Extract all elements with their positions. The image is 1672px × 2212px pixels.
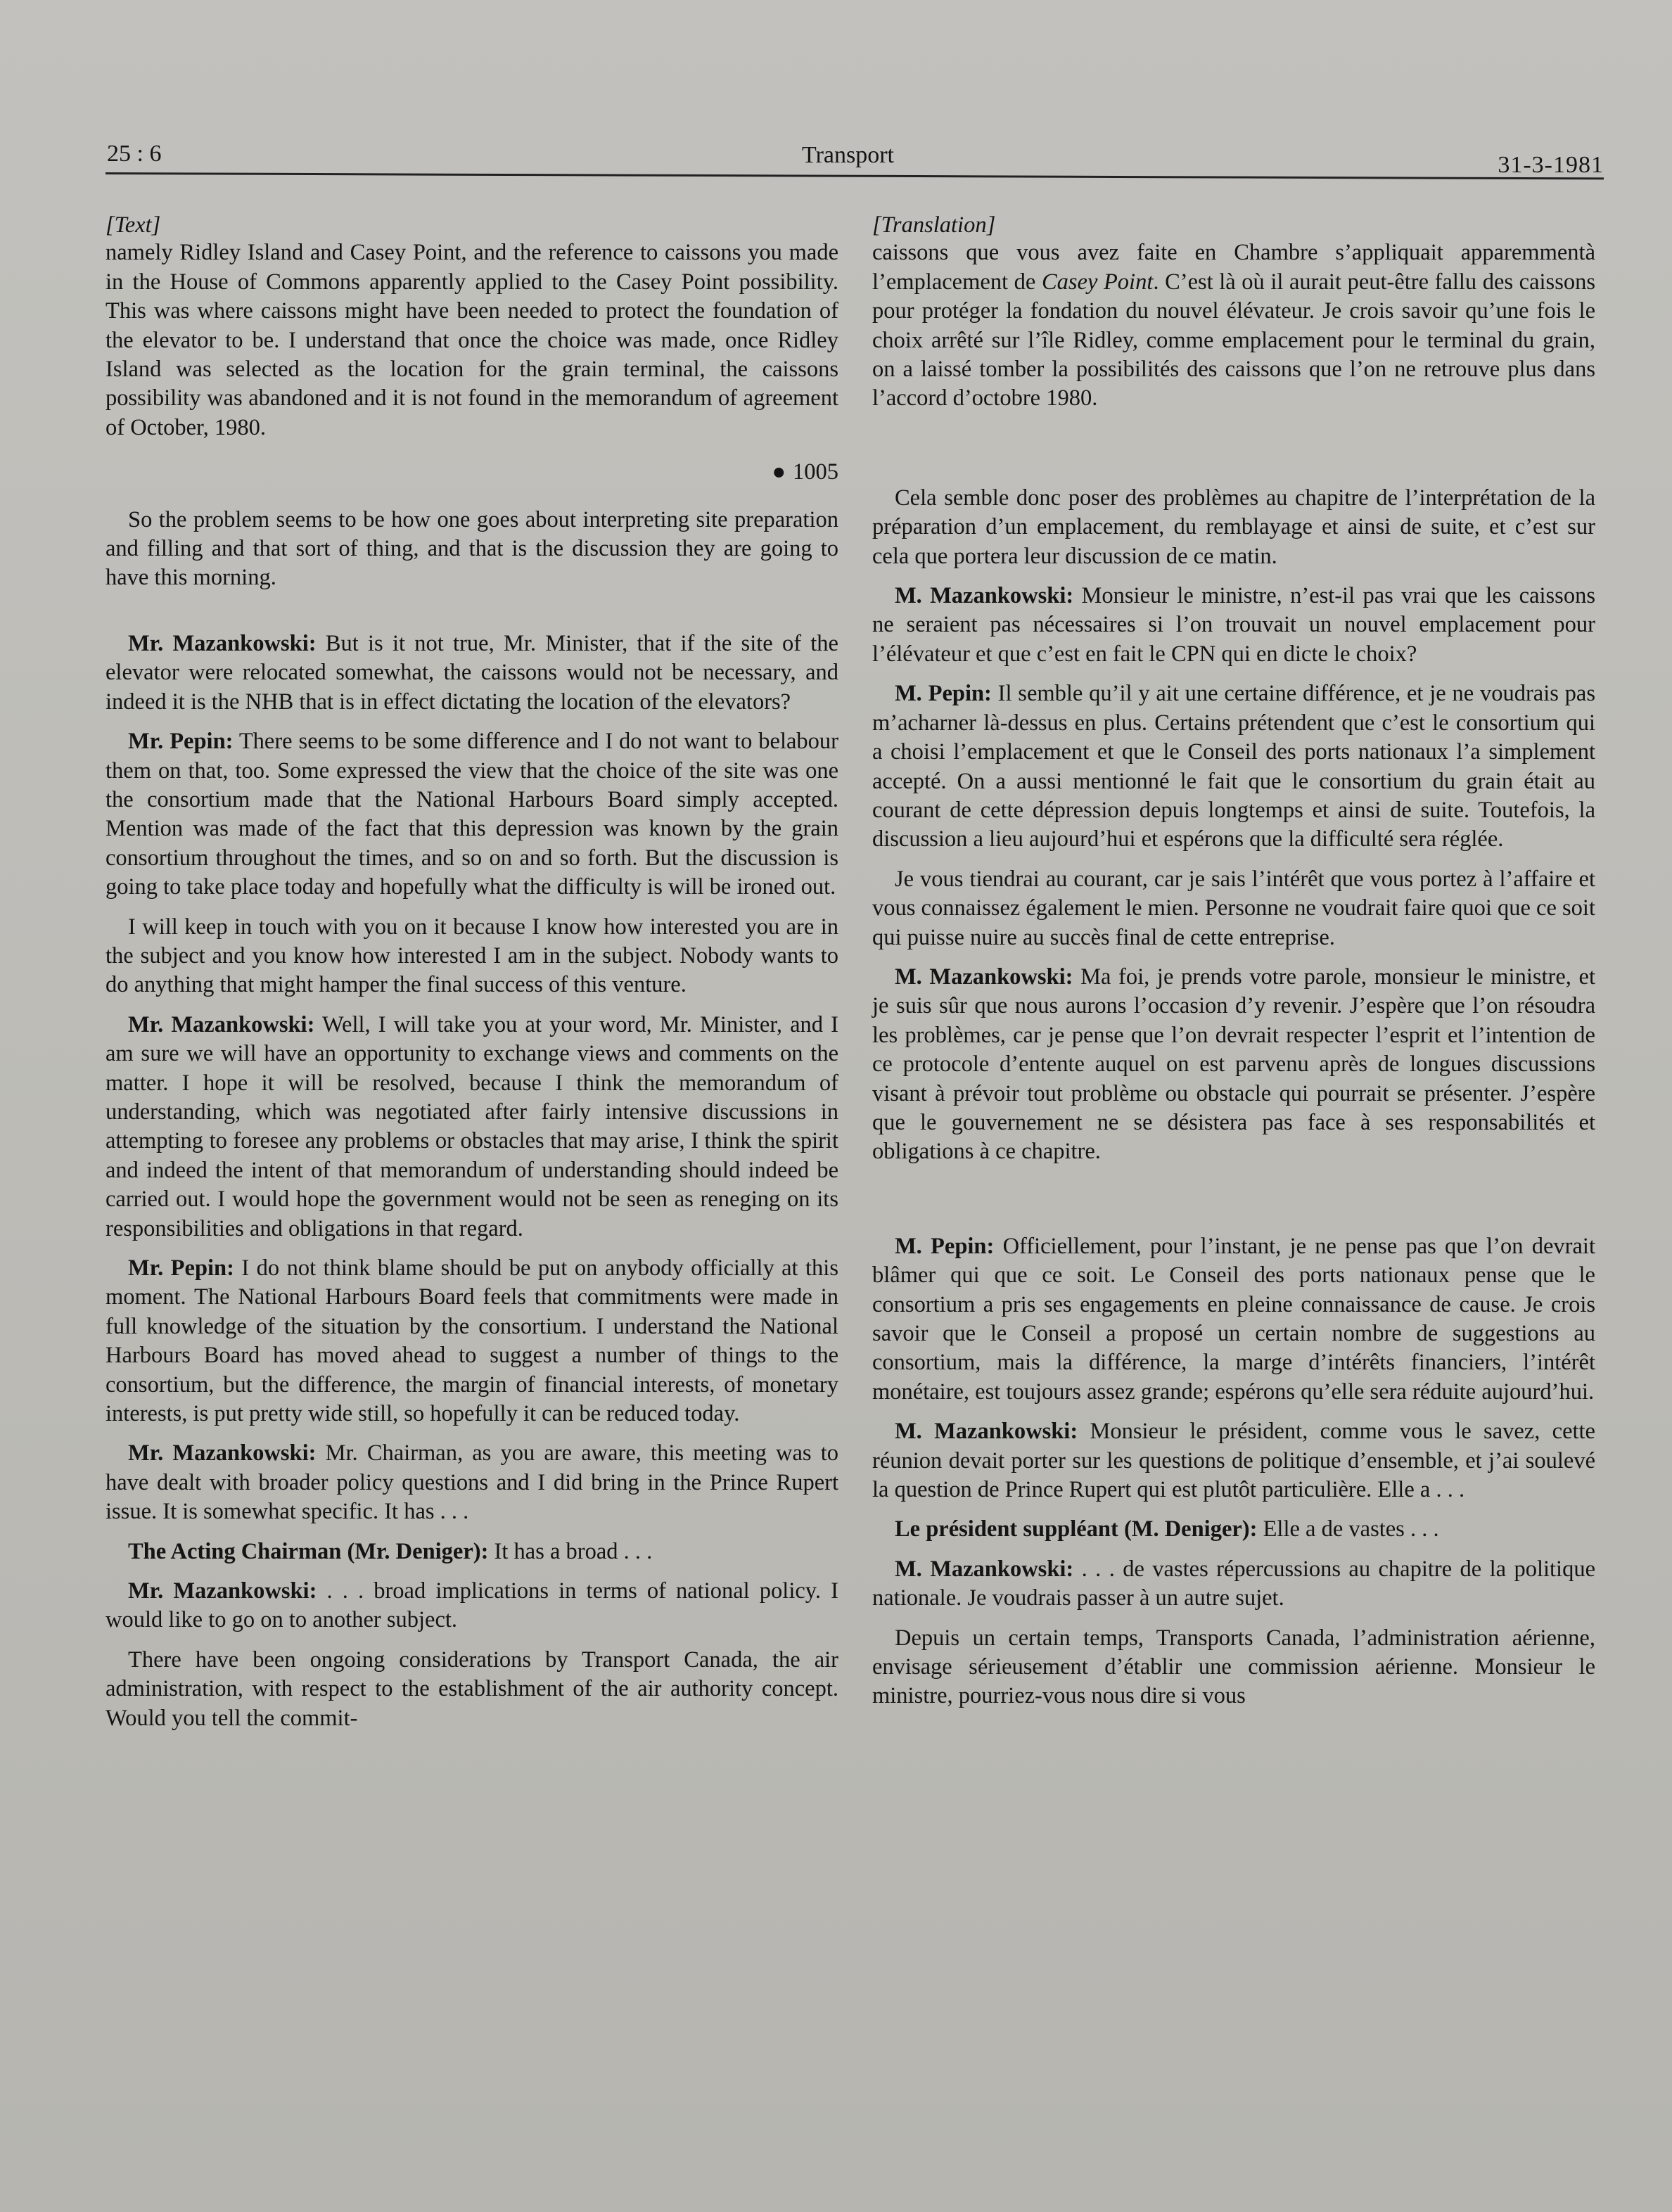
spacer xyxy=(106,593,838,629)
paragraph: namely Ridley Island and Casey Point, and the reference to caissons you made in the House of Commons apparently applied to the Casey Point possibility. This was where caissons might have been needed to protect the foundation of the elevator to be. I understand that once the choice was made, once Ridley Island was selected as the location for the grain terminal, the caissons possibility was abandoned and it is not found in the memorandum of agreement of October, 1980. xyxy=(106,240,838,440)
speech-text: Il semble qu’il y ait une certaine différence, et je ne voudrais pas m’acharner là-dessus en plus. Certains prétendent que c’est le consortium qui a choisi l’emplacement et que le Conseil des ports nationaux l’a simplement accepté. On a aussi mentionné le fait que le consortium du grain était au courant de cette dépression depuis longtemps et ainsi de suite. Toutefois, la discussion a lieu aujourd’hui et espérons que la difficulté sera réglée. xyxy=(872,681,1595,852)
speech-text: . . . broad implications in terms of national policy. I would like to go on to another subject. xyxy=(106,1578,838,1633)
speech-text: But is it not true, Mr. Minister, that if the site of the elevator were relocated somewhat, the caissons would not be necessary, and indeed it is the NHB that is in effect dictating the location of the elevators? xyxy=(106,630,838,715)
speech-text: . . . de vastes répercussions au chapitre de la politique nationale. Je voudrais passer à un autre sujet. xyxy=(872,1556,1595,1611)
paragraph: So the problem seems to be how one goes about interpreting site preparation and filling and that sort of thing, and that is the discussion they are going to have this morning. xyxy=(106,506,838,591)
speech-paragraph xyxy=(106,1577,838,1635)
speech-paragraph xyxy=(872,1555,1595,1613)
speech-paragraph xyxy=(106,629,838,717)
speaker-name: M. Mazankowski: xyxy=(895,1419,1078,1445)
spacer xyxy=(872,1167,1595,1222)
paragraph: Cela semble donc poser des problèmes au chapitre de l’interprétation de la préparation d’un emplacement, du remblayage et ainsi de suite, et c’est sur cela que portera leur discussion de ce matin. xyxy=(872,485,1595,569)
speech-paragraph xyxy=(872,1417,1595,1504)
text-run: . C’est là où il aurait peut-être fallu des caissons pour protéger la fondation du nouvel élévateur. Je crois savoir qu’une fois le choix arrêté sur l’île Ridley, comme emplacement pour le terminal du grain, on a laissé tomber la possibilités des caissons que l’on ne retrouve plus dans l’accord d’octobre 1980. xyxy=(872,269,1595,411)
english-column xyxy=(106,211,838,1733)
speech-text: Ma foi, je prends votre parole, monsieur le ministre, et je suis sûr que nous aurons l’occasion d’y revenir. J’espère que l’on résoudra les problèmes, car je pense que l’on devrait respecter l’esprit et l’intention de ce protocole d’entente auquel on est parvenu après de longues discussions visant à prévoir tout problème ou obstacle qui pourrait se présenter. J’espère que le gouvernement ne se désistera pas face à ses responsabilités et obligations à ce chapitre. xyxy=(872,964,1595,1165)
bullet-icon: ● xyxy=(772,459,786,485)
speaker-name: Mr. Mazankowski: xyxy=(128,1011,315,1037)
speaker-name: M. Pepin: xyxy=(895,1233,995,1259)
source-label: [Translation] xyxy=(872,212,996,238)
speech-text: Officiellement, pour l’instant, je ne pense pas que l’on devrait blâmer qui que ce soit. Le Conseil des ports nationaux pense que le consortium a pris ses engagements en pleine connaissance de cause. Je crois savoir que le Conseil a proposé un certain nombre de suggestions au consortium, mais la différence, la marge d’intérêts financiers, l’intérêt monétaire, est toujours assez grande; espérons qu’elle sera réduite aujourd’hui. xyxy=(872,1233,1595,1405)
paragraph: Je vous tiendrai au courant, car je sais l’intérêt que vous portez à l’affaire et vous connaissez également le mien. Personne ne voudrait faire quoi que ce soit qui puisse nuire au succès final de cette entreprise. xyxy=(872,866,1595,950)
speaker-name: Mr. Mazankowski: xyxy=(128,1440,317,1466)
speech-paragraph xyxy=(872,1515,1595,1544)
speech-text: Monsieur le président, comme vous le savez, cette réunion devait porter sur les questions de politique d’ensemble, et j’ai soulevé la question de Prince Rupert qui est plutôt particulière. Elle a . . . xyxy=(872,1419,1595,1503)
paragraph: There have been ongoing considerations by Transport Canada, the air administration, with respect to the establishment of the air authority concept. Would you tell the commit- xyxy=(106,1647,838,1731)
paragraph xyxy=(872,238,1595,413)
speech-paragraph xyxy=(106,1537,838,1566)
time-marker xyxy=(106,458,838,487)
spacer xyxy=(872,414,1595,484)
source-label: [Text] xyxy=(106,212,161,238)
speech-text: Well, I will take you at your word, Mr. Minister, and I am sure we will have an opportunity to exchange views and comments on the matter. I hope it will be resolved, because I think the memorandum of understanding, which was negotiated after fairly intensive discussions in attempting to foresee any problems or obstacles that may arise, I think the spirit and indeed the intent of that memorandum of understanding should indeed be carried out. I would hope the government would not be seen as reneging on its responsibilities and obligations in that regard. xyxy=(106,1011,838,1241)
french-column xyxy=(872,211,1595,1711)
time-marker-value: 1005 xyxy=(793,459,838,485)
speaker-name: Le président suppléant (M. Deniger): xyxy=(895,1516,1258,1542)
page-title: Transport xyxy=(802,142,894,168)
italic-place-name: Casey Point xyxy=(1041,269,1154,295)
speech-paragraph xyxy=(106,1011,838,1244)
speech-paragraph xyxy=(872,679,1595,854)
speech-paragraph xyxy=(106,1254,838,1428)
speech-paragraph xyxy=(872,1232,1595,1407)
speech-paragraph xyxy=(106,727,838,902)
paragraph: Depuis un certain temps, Transports Canada, l’administration aérienne, envisage sérieusement d’établir une commission aérienne. Monsieur le ministre, pourriez-vous nous dire si vous xyxy=(872,1625,1595,1709)
speech-text: I do not think blame should be put on anybody officially at this moment. The National Harbours Board feels that commitments were made in full knowledge of the situation by the consortium. I understand the National Harbours Board has moved ahead to suggest a number of things to the consortium, but the difference, the margin of financial interests, of monetary interests, is put pretty wide still, so hopefully it can be reduced today. xyxy=(106,1255,838,1427)
speaker-name: M. Pepin: xyxy=(895,681,992,707)
speech-text: Mr. Chairman, as you are aware, this meeting was to have dealt with broader policy questions and I did bring in the Prince Rupert issue. It is somewhat specific. It has . . . xyxy=(106,1440,838,1525)
speech-text: Elle a de vastes . . . xyxy=(1257,1516,1439,1542)
speech-text: Monsieur le ministre, n’est-il pas vrai que les caissons ne seraient pas nécessaires si l’on trouvait un nouvel emplacement pour l’élévateur et que c’est en fait le CPN qui en dicte le choix? xyxy=(872,583,1595,667)
speech-paragraph xyxy=(106,1439,838,1526)
speech-paragraph xyxy=(872,963,1595,1167)
paragraph: I will keep in touch with you on it because I know how interested you are in the subject and you know how interested I am in the subject. Nobody wants to do anything that might hamper the final success of this venture. xyxy=(106,914,838,998)
text-run: caissons que vous avez faite en Chambre s’appliquait apparemmentà l’emplacement de xyxy=(872,240,1595,295)
speaker-name: Mr. Mazankowski: xyxy=(128,1578,317,1604)
speaker-name: Mr. Mazankowski: xyxy=(128,630,317,656)
speaker-name: M. Mazankowski: xyxy=(895,964,1073,990)
speaker-name: The Acting Chairman (Mr. Deniger): xyxy=(128,1538,489,1564)
page-reference: 25 : 6 xyxy=(107,141,162,167)
speech-text: There seems to be some difference and I do not want to belabour them on that, too. Some expressed the view that the choice of the site was one the consortium made that the National Harbours Board simply accepted. Mention was made of the fact that this depression was known by the grain consortium throughout the times, and so on and so forth. But the discussion is going to take place today and hopefully what the difficulty is will be ironed out. xyxy=(106,729,838,900)
speaker-name: Mr. Pepin: xyxy=(128,729,234,755)
speech-paragraph xyxy=(872,582,1595,669)
page-date: 31-3-1981 xyxy=(1498,152,1604,178)
speaker-name: Mr. Pepin: xyxy=(128,1255,234,1281)
speech-text: It has a broad . . . xyxy=(488,1538,653,1564)
speaker-name: M. Mazankowski: xyxy=(895,1556,1074,1582)
speaker-name: M. Mazankowski: xyxy=(895,583,1074,609)
